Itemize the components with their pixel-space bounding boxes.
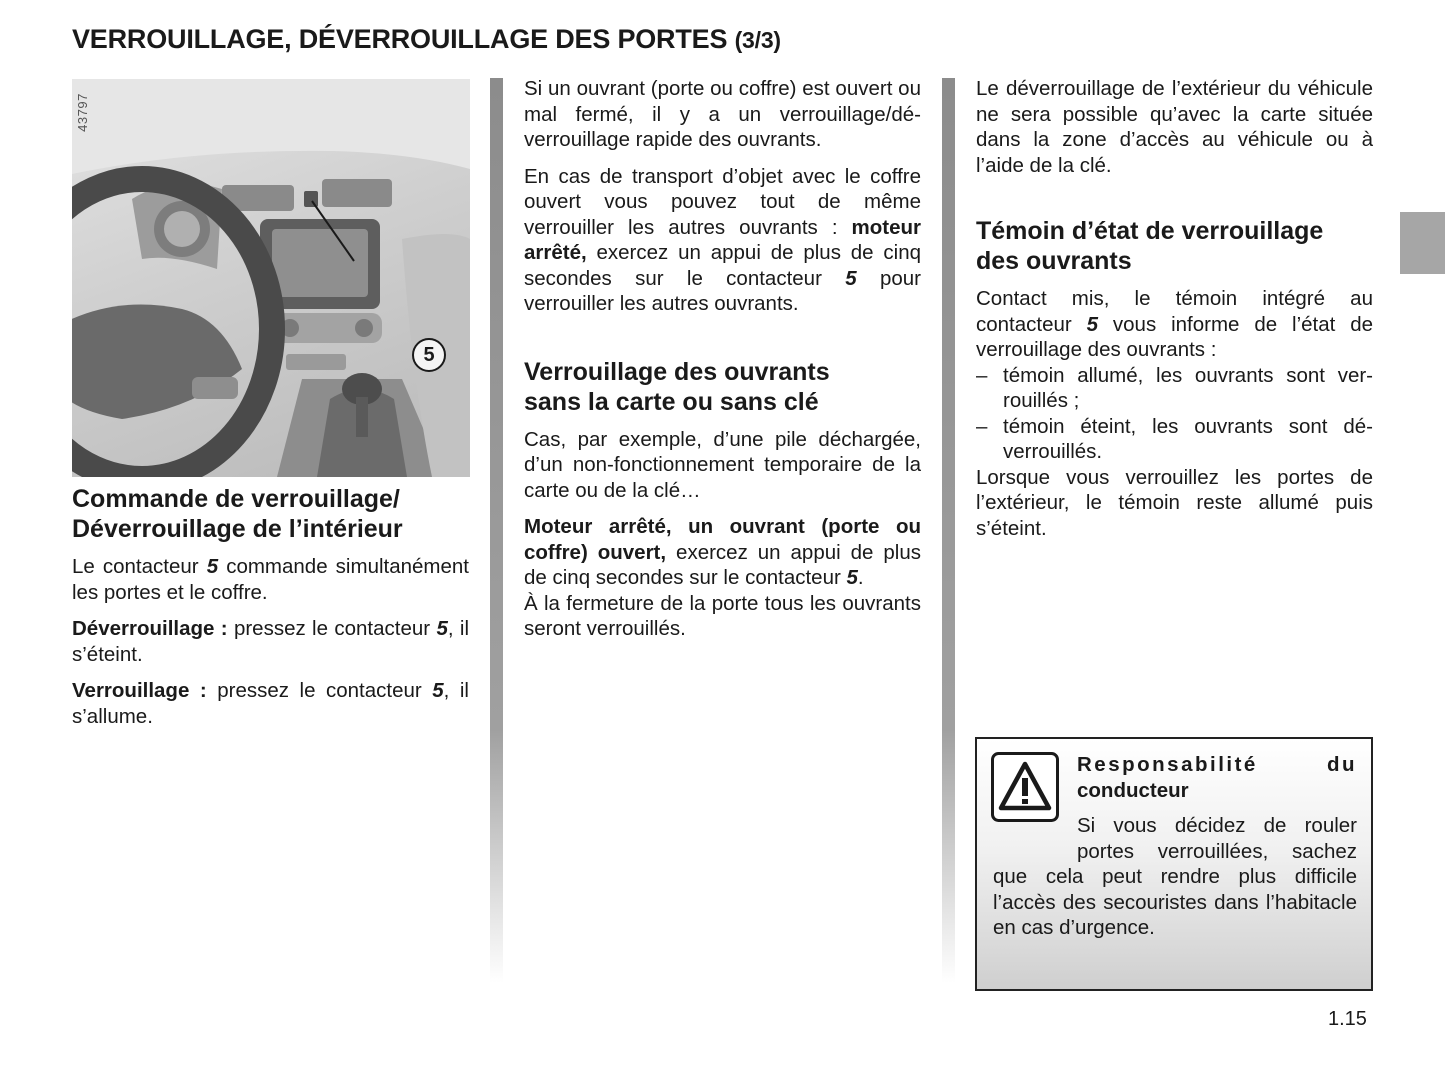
- paragraph: Le déverrouillage de l’extérieur du véhicule ne sera possible qu’avec la carte située dans la zone d’accès au véhicule ou à l’aide de la clé.: [976, 77, 1373, 177]
- column-middle: [524, 76, 921, 653]
- warning-text: Si vous décidez de rouler portes verrouillées, sachez que cela peut rendre plus difficile l’accès des secouristes dans l’habitacle en cas d’urgence.: [993, 814, 1357, 939]
- page-title-text: VERROUILLAGE, DÉVERROUILLAGE DES PORTES: [72, 24, 728, 54]
- paragraph: Cas, par exemple, d’une pile déchargée, d’un non-fonctionnement temporaire de la carte ou de la clé…: [524, 427, 921, 502]
- paragraph: Lorsque vous verrouillez les portes de l’extérieur, le témoin reste allumé puis s’éteint.: [976, 465, 1373, 540]
- section-heading: Commande de verrouillage/ Déverrouillage de l’intérieur: [72, 485, 403, 543]
- paragraph: Déverrouillage : pressez le contacteur 5, il s’éteint.: [72, 617, 469, 666]
- list-item: – témoin allumé, les ouvrants sont verrouillés ;: [976, 363, 1373, 412]
- paragraph: Le contacteur 5 commande simultanément les portes et le coffre.: [72, 555, 469, 604]
- paragraph: Contact mis, le témoin intégré au contacteur 5 vous informe de l’état de verrouillage des ouvrants :: [976, 287, 1373, 361]
- dashboard-figure: [72, 79, 470, 477]
- paragraph: En cas de transport d’objet avec le coffre ouvert vous pouvez tout de même verrouiller les autres ouvrants : moteur arrêté, exercez un appui de plus de cinq secondes sur le contacteur 5 pour verrouiller les autres ouvrants.: [524, 164, 921, 315]
- page-title-suffix: (3/3): [734, 27, 781, 53]
- dashboard-illustration: [72, 79, 470, 477]
- status-list: [976, 363, 1373, 465]
- warning-box: [975, 737, 1373, 991]
- paragraph: Si un ouvrant (porte ou coffre) est ouvert ou mal fermé, il y a un verrouillage/déverrouillage rapide des ouvrants.: [524, 77, 921, 151]
- section-heading: Verrouillage des ouvrants sans la carte ou sans clé: [524, 357, 830, 416]
- column-left: [72, 484, 469, 740]
- column-separator: [942, 78, 955, 983]
- paragraph: Moteur arrêté, un ouvrant (porte ou coffre) ouvert, exercez un appui de plus de cinq secondes sur le contacteur 5.: [524, 515, 921, 589]
- column-right: [976, 76, 1373, 552]
- warning-title: Responsabilité du conducteur: [1077, 753, 1357, 802]
- section-heading: Témoin d’état de verrouillage des ouvrants: [976, 217, 1324, 275]
- warning-triangle-icon: [991, 752, 1059, 822]
- figure-id: 43797: [74, 93, 90, 132]
- section-tab: [1400, 212, 1445, 274]
- page-number: 1.15: [1328, 1008, 1367, 1030]
- paragraph: À la fermeture de la porte tous les ouvrants seront verrouillés.: [524, 591, 921, 640]
- column-separator: [490, 78, 503, 983]
- callout-5: 5: [412, 338, 446, 372]
- list-item: – témoin éteint, les ouvrants sont déverrouillés.: [976, 414, 1373, 463]
- paragraph: Verrouillage : pressez le contacteur 5, il s’allume.: [72, 679, 469, 728]
- page-title: [72, 24, 781, 55]
